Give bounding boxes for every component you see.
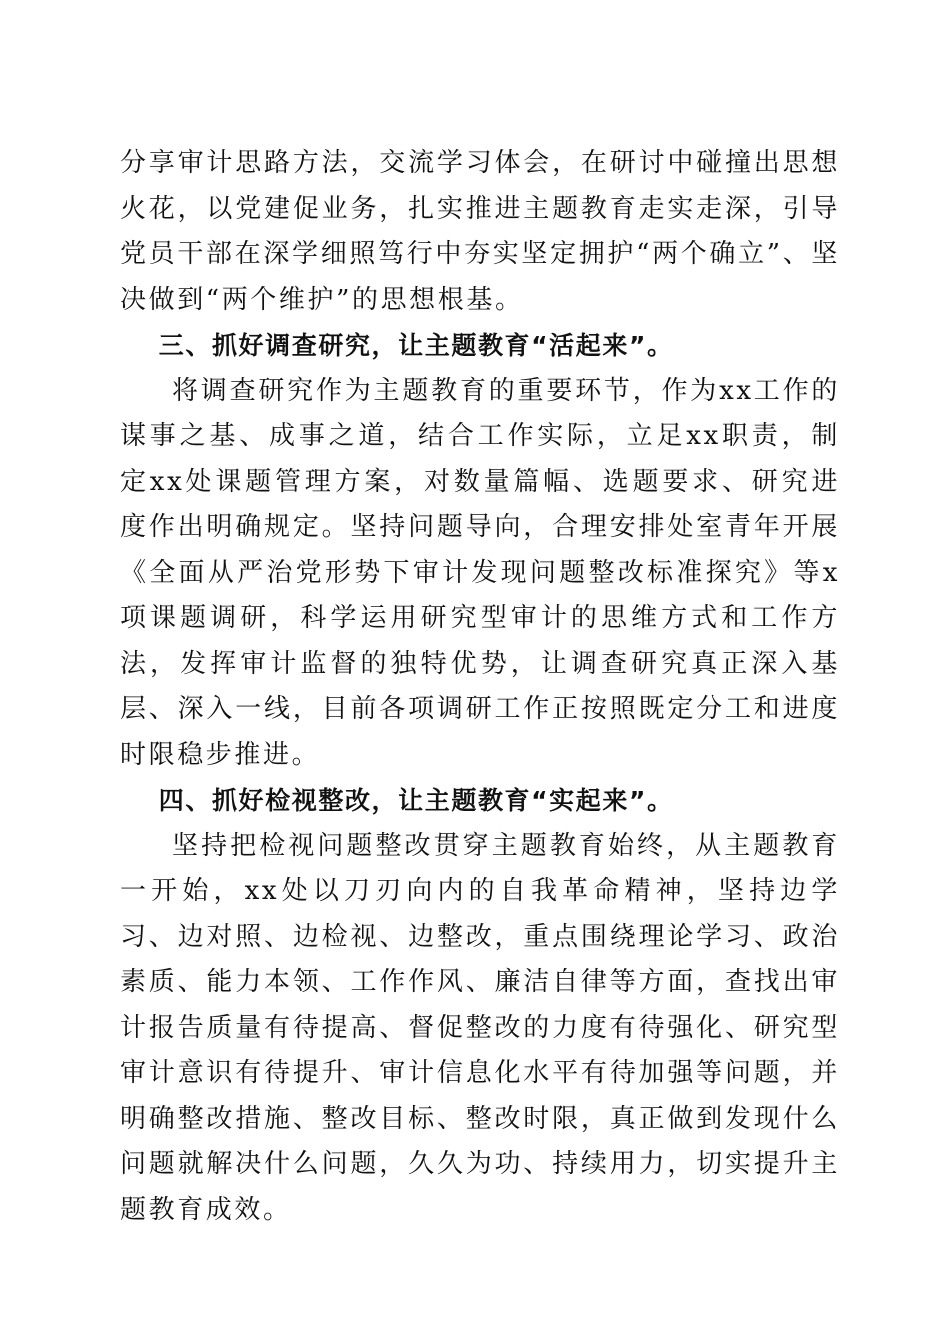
document-body xyxy=(120,141,840,1233)
section-heading-3: 三、抓好调查研究，让主题教育“活起来”。 xyxy=(158,331,674,360)
paragraph-section-4: 坚持把检视问题整改贯穿主题教育始终，从主题教育一开始，xx处以刀刃向内的自我革命精神，坚持边学习、边对照、边检视、边整改，重点围绕理论学习、政治素质、能力本领、工作作风、廉洁自律等方面，查找出审计报告质量有待提高、督促整改的力度有待强化、研究型审计意识有待提升、审计信息化水平有待加强等问题，并明确整改措施、整改目标、整改时限，真正做到发现什么问题就解决什么问题，久久为功、持续用力，切实提升主题教育成效。 xyxy=(120,830,840,1225)
paragraph-section-3: 将调查研究作为主题教育的重要环节，作为xx工作的谋事之基、成事之道，结合工作实际，立足xx职责，制定xx处课题管理方案，对数量篇幅、选题要求、研究进度作出明确规定。坚持问题导向，合理安排处室青年开展《全面从严治党形势下审计发现问题整改标准探究》等x项课题调研，科学运用研究型审计的思维方式和工作方法，发挥审计监督的独特优势，让调查研究真正深入基层、深入一线，目前各项调研工作正按照既定分工和进度时限稳步推进。 xyxy=(120,375,840,770)
paragraph-continued: 分享审计思路方法，交流学习体会，在研讨中碰撞出思想火花，以党建促业务，扎实推进主题教育走实走深，引导党员干部在深学细照笃行中夯实坚定拥护“两个确立”、坚决做到“两个维护”的思想根基。 xyxy=(120,148,840,315)
section-heading-4: 四、抓好检视整改，让主题教育“实起来”。 xyxy=(158,786,674,815)
